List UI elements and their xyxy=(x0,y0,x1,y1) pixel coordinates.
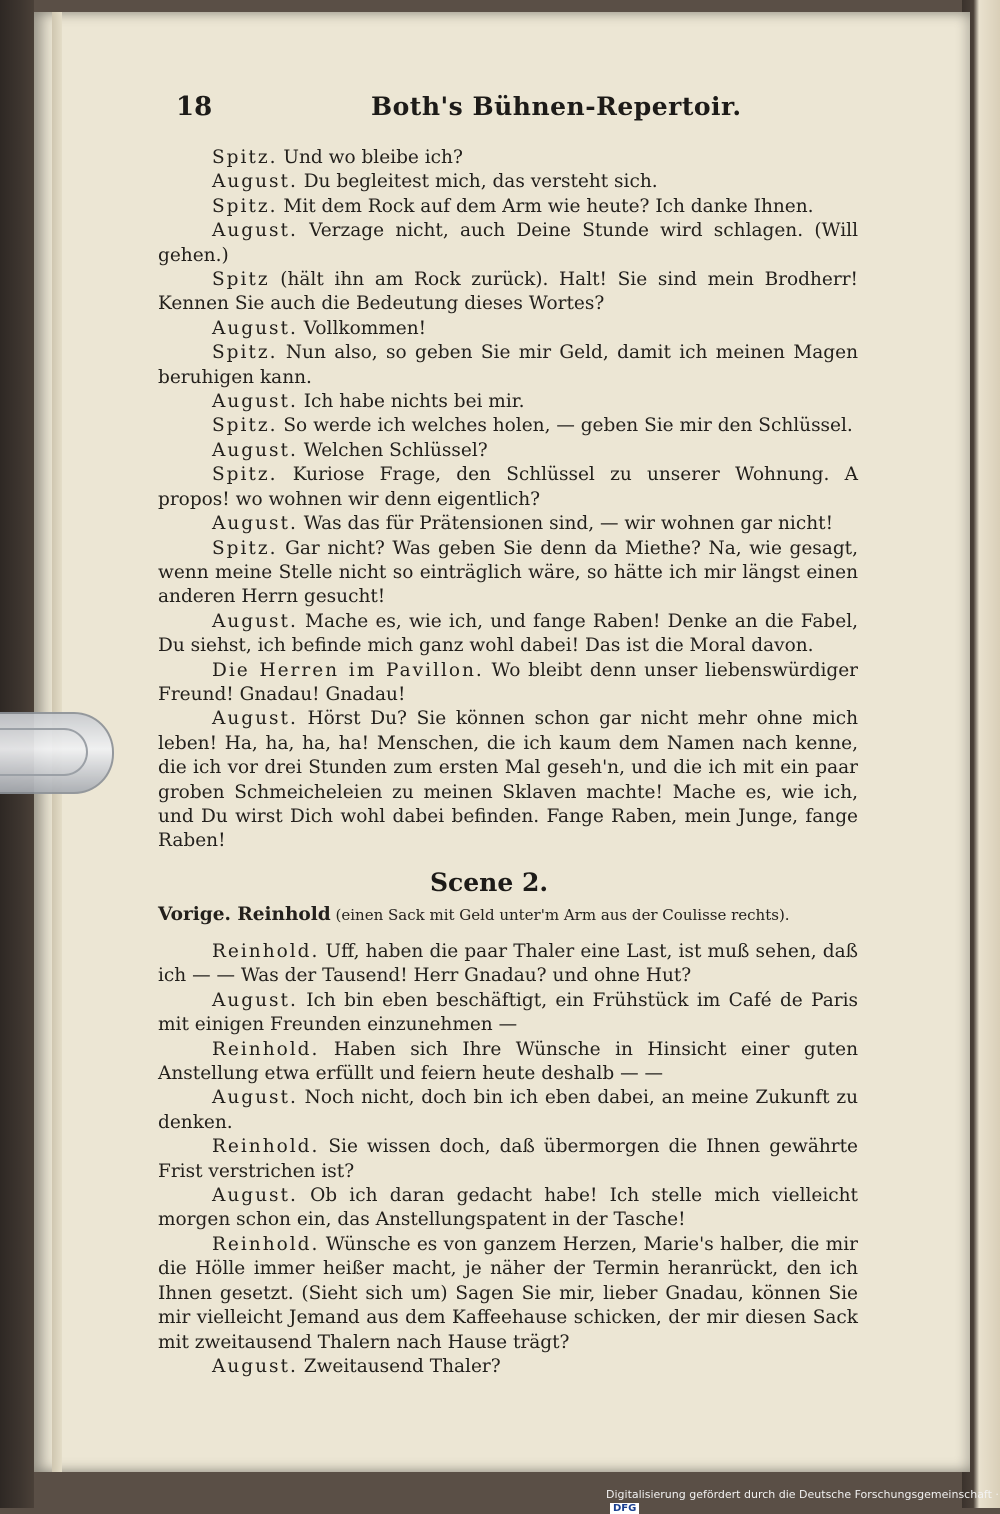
speaker-name: August. xyxy=(212,1185,298,1207)
line-text: Wünsche es von ganzem Herzen, Marie's halber, die mir die Hölle immer heißer macht, je näher der Termin heranrückt, den ich Ihnen gesetzt. (Sieht sich um) Sagen Sie mir, lieber Gnadau, können Sie mir vielleicht Jemand aus dem Kaffeehause schicken, der mir diesen Sack mit zweitausend Thalern nach Hause trägt? xyxy=(158,1233,858,1353)
dialogue-line xyxy=(158,414,858,438)
speaker-name: Die Herren im Pavillon. xyxy=(212,659,484,681)
speaker-name: Reinhold. xyxy=(212,1233,320,1255)
line-text: Wo bleibt denn unser liebenswürdiger Freund! Gnadau! Gnadau! xyxy=(158,659,858,705)
dialogue-block-2 xyxy=(158,940,858,1379)
dialogue-line xyxy=(158,219,858,268)
speaker-name: Spitz. xyxy=(212,195,278,217)
line-text: Welchen Schlüssel? xyxy=(297,439,488,461)
stage-direction: (einen Sack mit Geld unter'm Arm aus der Coulisse rechts). xyxy=(330,906,790,924)
line-text: Uff, haben die paar Thaler eine Last, ist muß sehen, daß ich — — Was der Tausend! Herr Gnadau? und ohne Hut? xyxy=(158,941,858,987)
dialogue-block-1 xyxy=(158,146,858,854)
line-text: Haben sich Ihre Wünsche in Hinsicht einer guten Anstellung etwa erfüllt und feiern heute deshalb — — xyxy=(158,1038,858,1085)
speaker-name: Reinhold. xyxy=(212,941,320,962)
line-text: Ich habe nichts bei mir. xyxy=(297,391,525,413)
dialogue-line xyxy=(158,537,858,610)
dialogue-line xyxy=(158,1233,858,1355)
line-text: Kuriose Frage, den Schlüssel zu unserer Wohnung. A propos! wo wohnen wir denn eigentlich? xyxy=(158,464,858,510)
speaker-name: August. xyxy=(212,1087,298,1109)
credit-text: Digitalisierung gefördert durch die Deutsche Forschungsgemeinschaft xyxy=(606,1488,992,1501)
speaker-name: Spitz xyxy=(212,269,270,291)
line-text: Zweitausend Thaler? xyxy=(297,1355,501,1377)
speaker-name: Spitz. xyxy=(212,537,278,559)
running-title: Both's Bühnen-Repertoir. xyxy=(371,92,742,121)
speaker-name: Spitz. xyxy=(212,342,278,364)
dialogue-line xyxy=(158,268,858,317)
page-header xyxy=(176,92,856,132)
speaker-name: August. xyxy=(212,391,298,413)
dialogue-line xyxy=(158,146,858,170)
line-text: Gar nicht? Was geben Sie denn da Miethe? Na, wie gesagt, wenn meine Stelle nicht so einträglich wäre, so hätte ich mir längst einen anderen Herrn gesucht! xyxy=(158,537,858,608)
speaker-name: August. xyxy=(212,1355,298,1377)
page-number: 18 xyxy=(176,92,213,122)
speaker-name: August. xyxy=(212,610,298,632)
line-text: (hält ihn am Rock zurück). Halt! Sie sind mein Brodherr! Kennen Sie auch die Bedeutung dieses Wortes? xyxy=(158,269,858,315)
dialogue-line xyxy=(158,610,858,659)
dialogue-line xyxy=(158,1355,858,1379)
dialogue-line xyxy=(158,512,858,536)
dialogue-line xyxy=(158,1184,858,1233)
dialogue-line xyxy=(158,170,858,194)
dialogue-line xyxy=(158,1038,858,1087)
dialogue-line xyxy=(158,989,858,1038)
dialogue-line xyxy=(158,439,858,463)
dialogue-line xyxy=(158,317,858,341)
speaker-name: August. xyxy=(212,989,298,1011)
line-text: Du begleitest mich, das versteht sich. xyxy=(297,171,658,193)
dialogue-line xyxy=(158,390,858,414)
line-text: Nun also, so geben Sie mir Geld, damit ich meinen Magen beruhigen kann. xyxy=(158,342,858,388)
dialogue-line xyxy=(158,1086,858,1135)
speaker-name: August. xyxy=(212,513,298,535)
speaker-name: Spitz. xyxy=(212,147,278,168)
line-text: Ich bin eben beschäftigt, ein Frühstück im Café de Paris mit einigen Freunden einzunehmen — xyxy=(158,989,858,1036)
line-text: Sie wissen doch, daß übermorgen die Ihnen gewährte Frist verstrichen ist? xyxy=(158,1136,858,1182)
line-text: Hörst Du? Sie können schon gar nicht mehr ohne mich leben! Ha, ha, ha, ha! Menschen, die ich kaum dem Namen nach kenne, die ich vor drei Stunden zum ersten Mal geseh'n, und die ich mit ein paar groben Schmeicheleien zu meinen Sklaven machte! Mache es, wie ich, und Du wirst Dich wohl dabei befinden. Fange Raben, mein Junge, fange Raben! xyxy=(158,708,858,852)
line-text: Was das für Prätensionen sind, — wir wohnen gar nicht! xyxy=(297,513,833,535)
dialogue-line xyxy=(158,707,858,853)
cast-names: Vorige. Reinhold xyxy=(158,904,331,925)
paper-clip-inner-loop xyxy=(0,728,88,776)
line-text: Ob ich daran gedacht habe! Ich stelle mich vielleicht morgen schon ein, das Anstellungspatent in der Tasche! xyxy=(158,1185,858,1231)
dialogue-line xyxy=(158,940,858,989)
speaker-name: Reinhold. xyxy=(212,1136,320,1158)
speaker-name: August. xyxy=(212,439,298,461)
speaker-name: August. xyxy=(212,220,298,242)
dialogue-line xyxy=(158,1135,858,1184)
dfg-logo: DFG xyxy=(610,1503,639,1514)
dialogue-line xyxy=(158,659,858,708)
scene-heading: Scene 2. xyxy=(430,868,549,897)
scene-cast-line xyxy=(158,904,858,925)
speaker-name: August. xyxy=(212,171,298,193)
dialogue-line xyxy=(158,195,858,219)
line-text: Vollkommen! xyxy=(297,317,427,339)
line-text: Noch nicht, doch bin ich eben dabei, an meine Zukunft zu denken. xyxy=(158,1087,858,1133)
dialogue-line xyxy=(158,463,858,512)
line-text: Mit dem Rock auf dem Arm wie heute? Ich danke Ihnen. xyxy=(277,195,814,217)
line-text: Mache es, wie ich, und fange Raben! Denke an die Fabel, Du siehst, ich befinde mich ganz wohl dabei! Das ist die Moral davon. xyxy=(158,610,858,657)
speaker-name: Spitz. xyxy=(212,415,278,437)
dialogue-line xyxy=(158,341,858,390)
speaker-name: Reinhold. xyxy=(212,1038,320,1060)
line-text: Verzage nicht, auch Deine Stunde wird schlagen. (Will gehen.) xyxy=(158,220,858,266)
line-text: Und wo bleibe ich? xyxy=(277,147,463,168)
speaker-name: August. xyxy=(212,317,298,339)
line-text: So werde ich welches holen, — geben Sie mir den Schlüssel. xyxy=(277,415,853,437)
digitization-credit: Digitalisierung gefördert durch die Deutsche Forschungsgemeinschaft · DFG xyxy=(606,1488,999,1514)
speaker-name: August. xyxy=(212,708,298,730)
speaker-name: Spitz. xyxy=(212,464,278,486)
